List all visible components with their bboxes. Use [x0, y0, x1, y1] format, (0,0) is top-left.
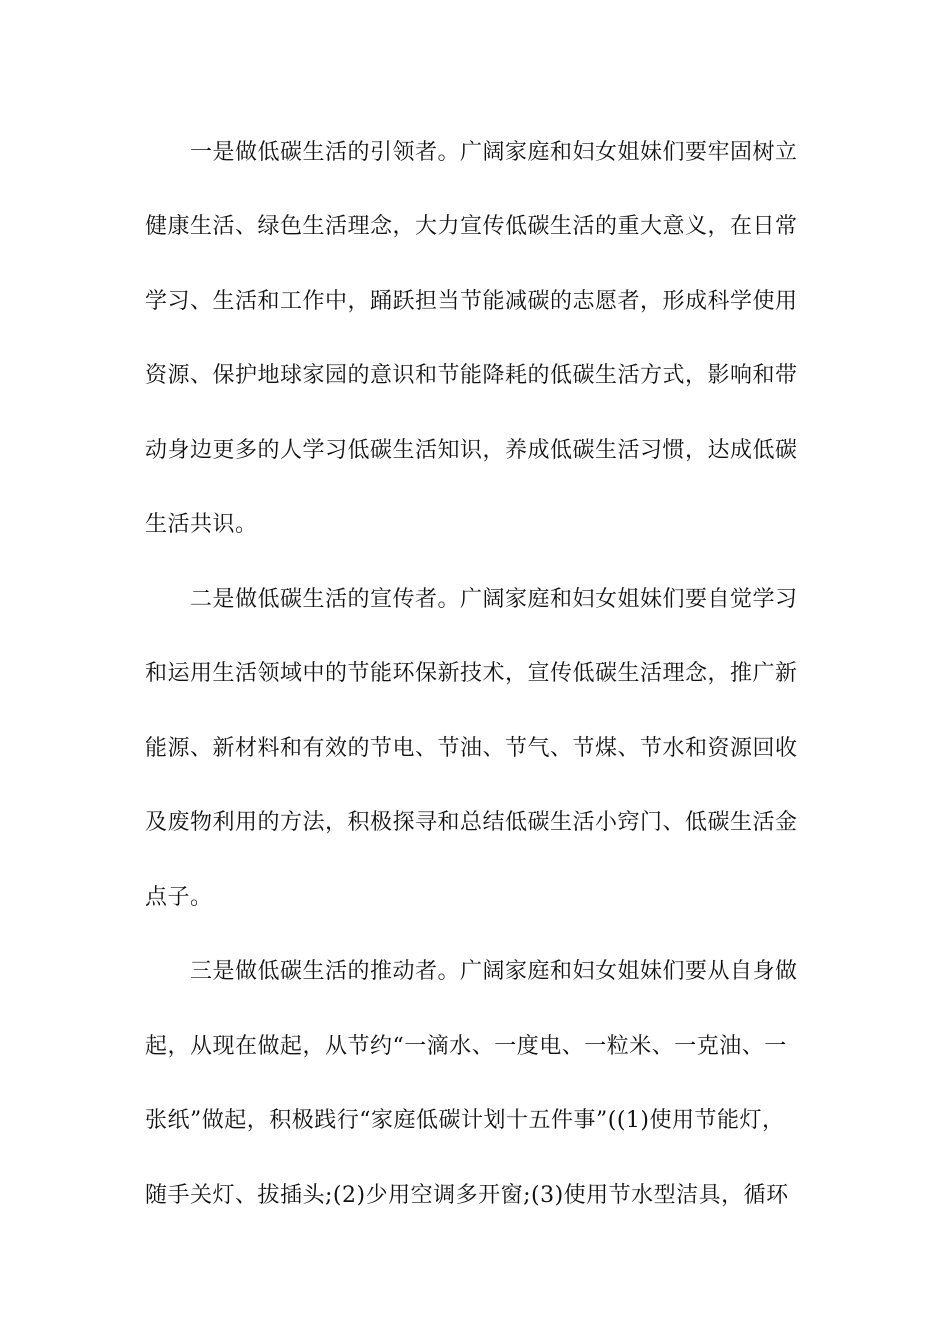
paragraph-3-line-2: 起，从现在做起，从节约“一滴水、一度电、一粒米、一克油、一	[145, 1034, 787, 1059]
paragraph-2-line-3: 能源、新材料和有效的节电、节油、节气、节煤、节水和资源回收	[145, 736, 798, 761]
paragraph-1-line-1: 一是做低碳生活的引领者。广阔家庭和妇女姐妹们要牢固树立	[190, 140, 798, 165]
paragraph-1-line-3: 学习、生活和工作中，踊跃担当节能减碳的志愿者，形成科学使用	[145, 289, 798, 314]
paragraph-1-line-2: 健康生活、绿色生活理念，大力宣传低碳生活的重大意义，在日常	[145, 214, 798, 239]
paragraph-2-line-1: 二是做低碳生活的宣传者。广阔家庭和妇女姐妹们要自觉学习	[190, 587, 798, 612]
paragraph-3-line-3: 张纸”做起，积极践行“家庭低碳计划十五件事”((1)使用节能灯，	[145, 1108, 785, 1133]
paragraph-1-line-5: 动身边更多的人学习低碳生活知识，养成低碳生活习惯，达成低碳	[145, 438, 798, 463]
paragraph-2-line-4: 及废物利用的方法，积极探寻和总结低碳生活小窍门、低碳生活金	[145, 810, 798, 835]
paragraph-2-line-5: 点子。	[145, 885, 213, 910]
paragraph-3-line-1: 三是做低碳生活的推动者。广阔家庭和妇女姐妹们要从自身做	[190, 959, 798, 984]
paragraph-3-line-4: 随手关灯、拔插头;(2)少用空调多开窗;(3)使用节水型洁具，循环	[145, 1183, 789, 1208]
paragraph-1-line-6: 生活共识。	[145, 512, 258, 537]
paragraph-2-line-2: 和运用生活领域中的节能环保新技术，宣传低碳生活理念，推广新	[145, 661, 798, 686]
paragraph-1-line-4: 资源、保护地球家园的意识和节能降耗的低碳生活方式，影响和带	[145, 363, 798, 388]
